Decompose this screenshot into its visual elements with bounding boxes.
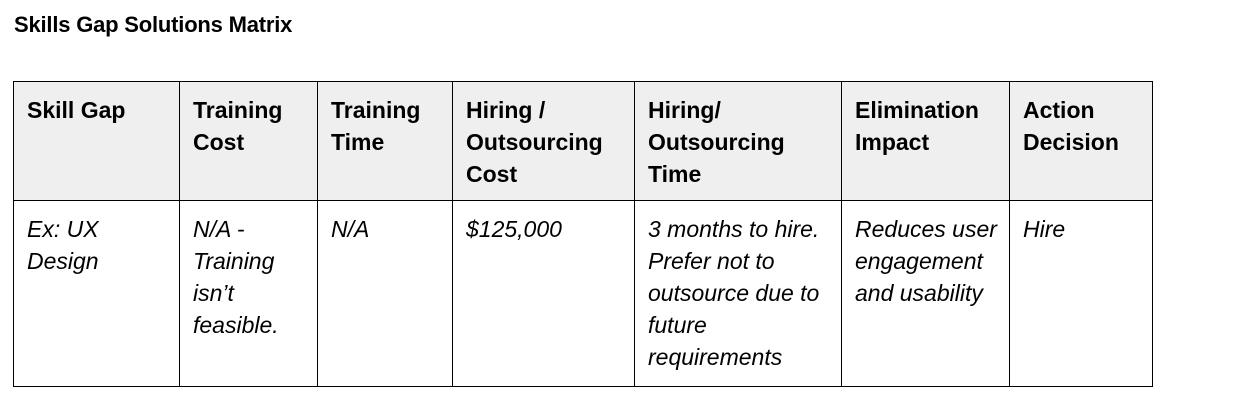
cell-action-decision: Hire bbox=[1010, 201, 1153, 387]
header-training-time: Training Time bbox=[318, 82, 453, 201]
header-skill-gap: Skill Gap bbox=[14, 82, 180, 201]
table-header-row bbox=[14, 82, 1153, 201]
table-row bbox=[14, 201, 1153, 387]
cell-elimination-impact: Reduces user engagement and usability bbox=[842, 201, 1010, 387]
header-hiring-outsourcing-time: Hiring/ Outsourcing Time bbox=[635, 82, 842, 201]
document-title: Skills Gap Solutions Matrix bbox=[14, 12, 293, 37]
cell-hiring-outsourcing-time: 3 months to hire. Prefer not to outsource due to future requirements bbox=[635, 201, 842, 387]
cell-training-cost: N/A - Training isn’t feasible. bbox=[180, 201, 318, 387]
cell-hiring-outsourcing-cost: $125,000 bbox=[453, 201, 635, 387]
header-training-cost: Training Cost bbox=[180, 82, 318, 201]
header-elimination-impact: Elimination Impact bbox=[842, 82, 1010, 201]
skills-gap-matrix-table bbox=[13, 81, 1153, 387]
cell-skill-gap: Ex: UX Design bbox=[14, 201, 180, 387]
header-hiring-outsourcing-cost: Hiring / Outsourcing Cost bbox=[453, 82, 635, 201]
cell-training-time: N/A bbox=[318, 201, 453, 387]
header-action-decision: Action Decision bbox=[1010, 82, 1153, 201]
